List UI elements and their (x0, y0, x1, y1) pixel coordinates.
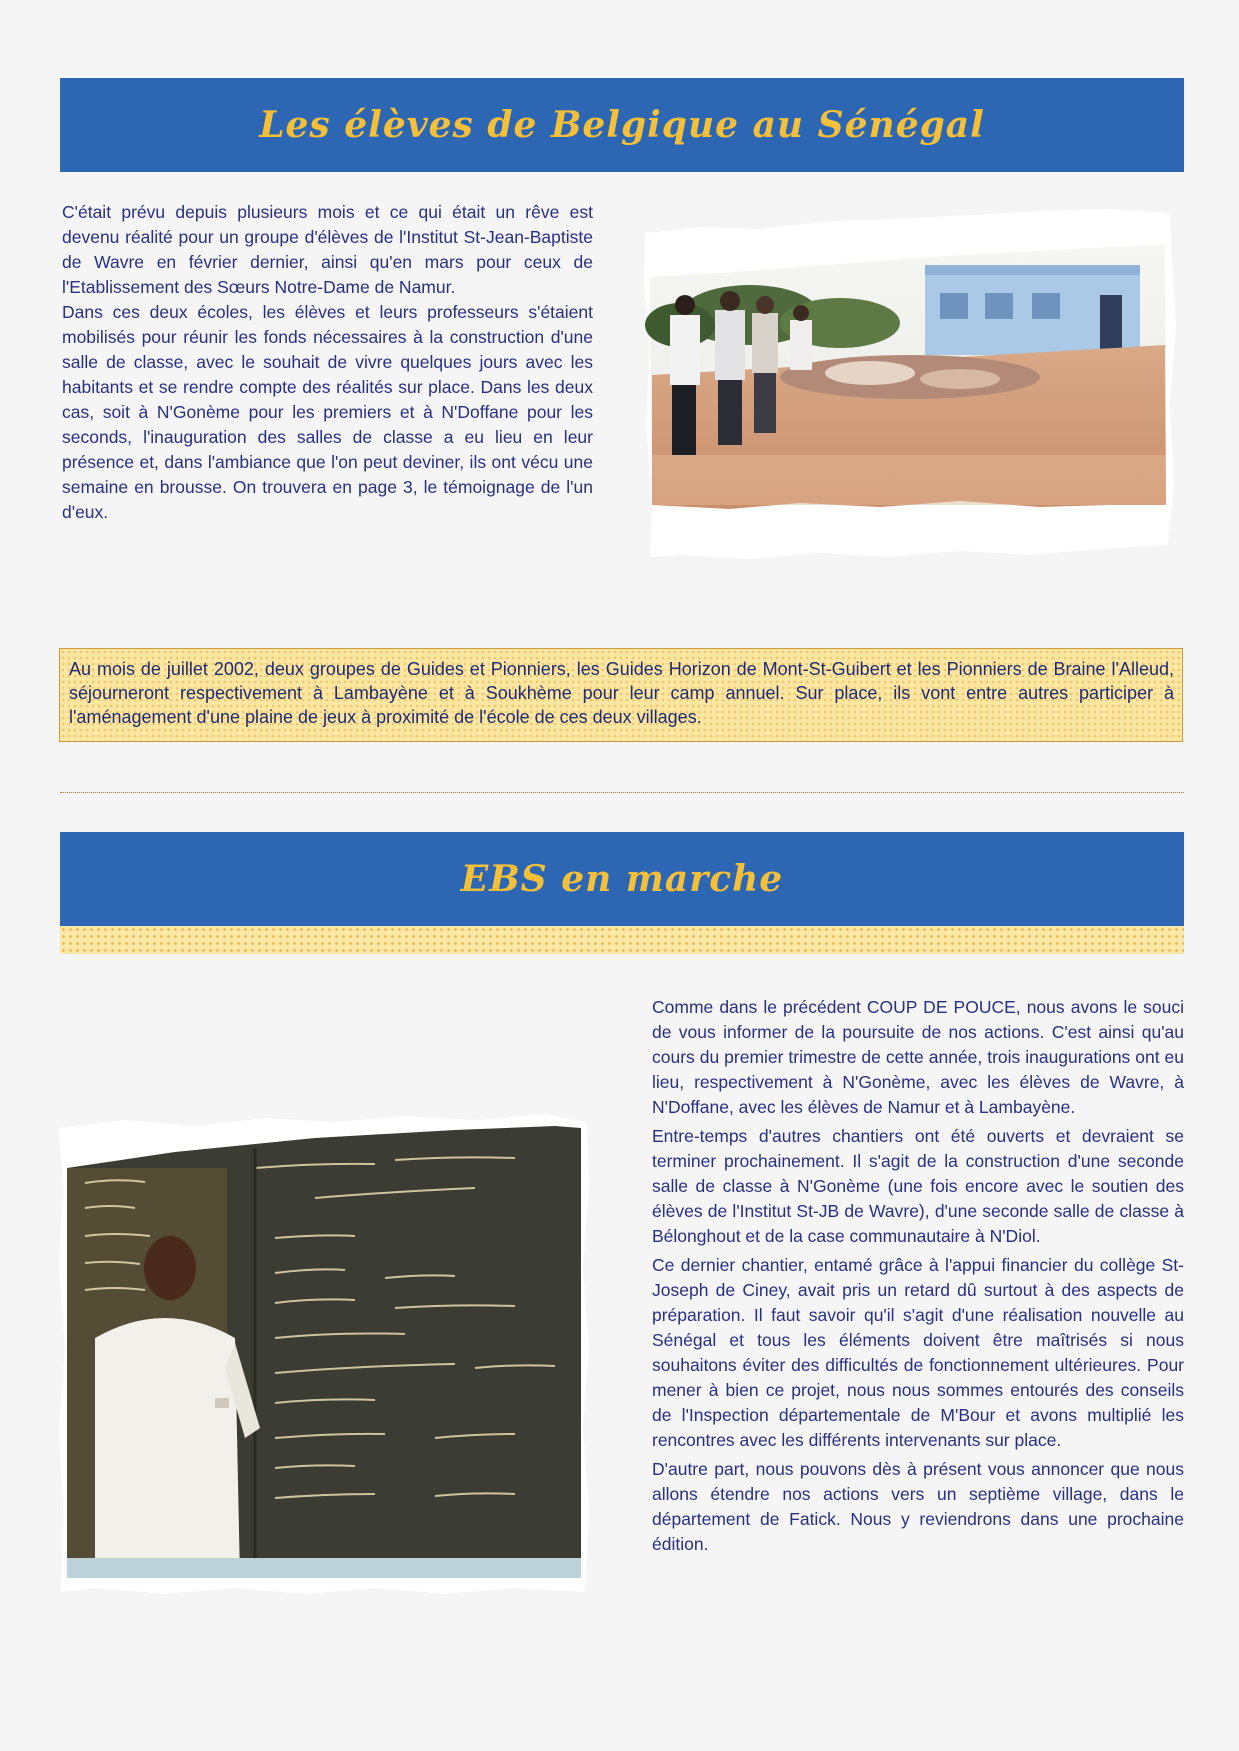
intro-paragraph: Dans ces deux écoles, les élèves et leurs professeurs s'étaient mobilisés pour réunir les fonds nécessaires à la construction d'une salle de classe, avec le souhait de vivre quelques jours avec les habitants et se rendre compte des réalités sur place. Dans les deux cas, soit à N'Gonème pour les premiers et à N'Doffane pour les seconds, l'inauguration des salles de classe a eu lieu en leur présence et, dans l'ambiance que l'on peut deviner, ils ont vécu une semaine en brousse. On trouvera en page 3, le témoignage de l'un d'eux. (62, 302, 593, 522)
ebs-paragraph: Comme dans le précédent COUP DE POUCE, nous avons le souci de vous informer de la poursuite de nos actions. C'est ainsi qu'au cours du premier trimestre de cette année, trois inaugurations ont eu lieu, respectivement à N'Gonème, avec les élèves de Wavre, à N'Doffane, avec les élèves de Namur et à Lambayène. (652, 997, 1184, 1117)
section-divider (60, 792, 1184, 793)
section-banner (60, 832, 1184, 926)
ebs-article (652, 995, 1184, 1557)
students-outdoor-photo (640, 205, 1180, 565)
teacher-blackboard-photo (55, 1108, 595, 1598)
ebs-paragraph: D'autre part, nous pouvons dès à présent vous annoncer que nous allons étendre nos actions vers un septième village, dans le département de Fatick. Nous y reviendrons dans une prochaine édition. (652, 1459, 1184, 1554)
notice-box: Au mois de juillet 2002, deux groupes de Guides et Pionniers, les Guides Horizon de Mont-St-Guibert et les Pionniers de Braine l'Alleud, séjourneront respectivement à Lambayène et à Soukhème pour leur camp annuel. Sur place, ils vont entre autres participer à l'aménagement d'une plaine de jeux à proximité de l'école de ces deux villages. (59, 648, 1183, 742)
section-title: Les élèves de Belgique au Sénégal (259, 104, 985, 146)
intro-article (62, 200, 593, 525)
intro-paragraph: C'était prévu depuis plusieurs mois et ce qui était un rêve est devenu réalité pour un groupe d'élèves de l'Institut St-Jean-Baptiste de Wavre en février dernier, ainsi qu'en mars pour ceux de l'Etablissement des Sœurs Notre-Dame de Namur. (62, 202, 593, 297)
section-banner (60, 78, 1184, 172)
decorative-strip (60, 926, 1184, 954)
ebs-paragraph: Entre-temps d'autres chantiers ont été ouverts et devraient se terminer prochainement. Il s'agit de la construction d'une seconde salle de classe à N'Gonème (une fois encore avec le soutien des élèves de l'Institut St-JB de Wavre), d'une seconde salle de classe à Bélonghout et de la case communautaire à N'Diol. (652, 1126, 1184, 1246)
ebs-paragraph: Ce dernier chantier, entamé grâce à l'appui financier du collège St-Joseph de Ciney, avait pris un retard dû surtout à des aspects de préparation. Il faut savoir qu'il s'agit d'une réalisation nouvelle au Sénégal et tous les éléments doivent être maîtrisés si nous souhaitons éviter des difficultés de fonctionnement ultérieures. Pour mener à bien ce projet, nous nous sommes entourés des conseils de l'Inspection départementale de M'Bour et avons multiplié les rencontres avec les différents intervenants sur place. (652, 1255, 1184, 1450)
section-title: EBS en marche (460, 858, 784, 900)
